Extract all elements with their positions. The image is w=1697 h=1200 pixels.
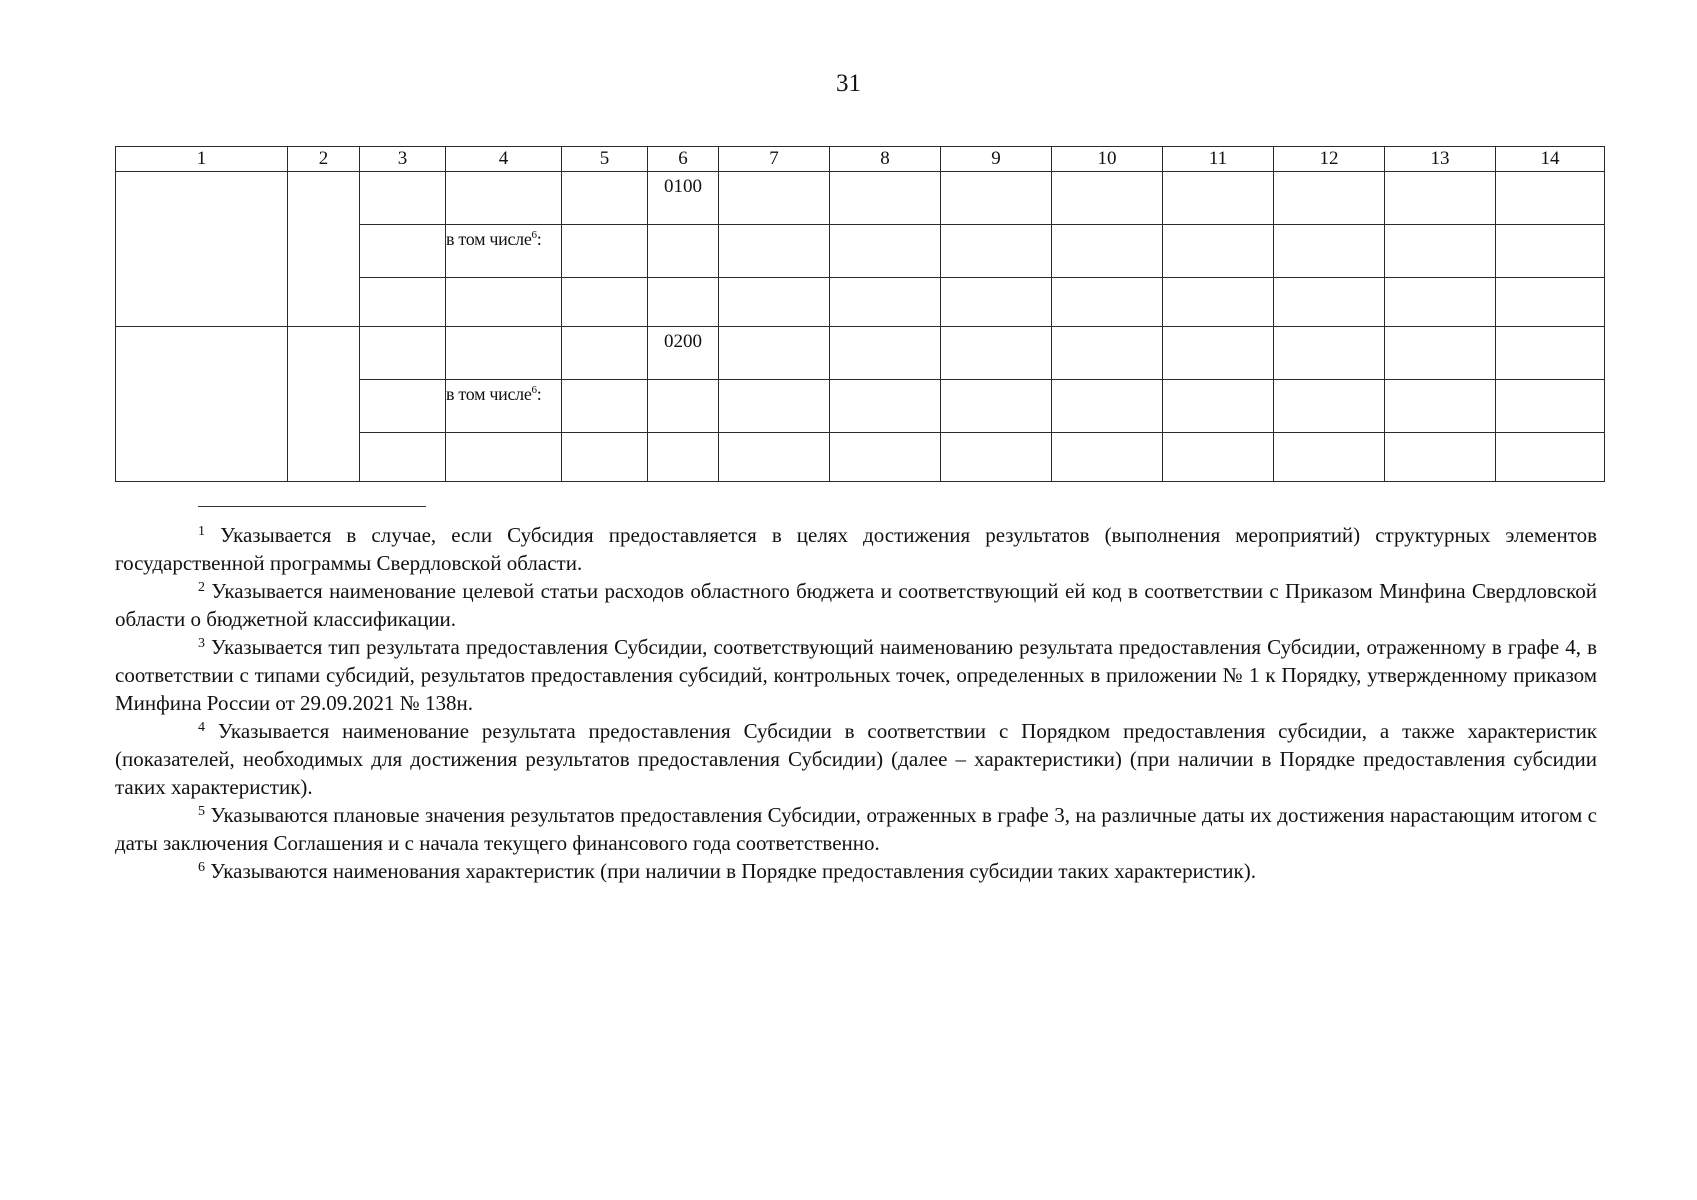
table-cell	[1274, 225, 1385, 278]
table-cell	[1274, 433, 1385, 482]
footnote-text: Указывается в случае, если Субсидия предоставляется в целях достижения результатов (выполнения мероприятий) структурных элементов государственной программы Свердловской области.	[115, 523, 1598, 575]
table-cell	[1052, 327, 1163, 380]
table-cell	[1163, 433, 1274, 482]
table-cell	[562, 433, 648, 482]
table-cell	[446, 278, 562, 327]
table-cell	[1163, 380, 1274, 433]
table-cell	[941, 380, 1052, 433]
table-cell	[1385, 327, 1496, 380]
table-cell	[1385, 380, 1496, 433]
footnote-text: Указывается наименование целевой статьи расходов областного бюджета и соответствующий ей код в соответствии с Приказом Минфина Свердловской области о бюджетной классификации.	[115, 579, 1597, 631]
table-cell	[648, 433, 719, 482]
including-label	[446, 380, 562, 433]
table-cell	[1385, 172, 1496, 225]
table-cell	[830, 327, 941, 380]
line-code-cell: 0200	[648, 327, 719, 380]
colon: :	[536, 384, 542, 404]
table-cell	[1163, 225, 1274, 278]
footnote	[115, 801, 1597, 857]
footnote-text: Указываются плановые значения результатов предоставления Субсидии, отраженных в графе 3, на различные даты их достижения нарастающим итогом с даты заключения Соглашения и с начала текущего финансового года соответственно.	[115, 803, 1597, 855]
table-cell	[719, 380, 830, 433]
table-cell	[562, 225, 648, 278]
table-cell	[562, 278, 648, 327]
table-cell	[830, 225, 941, 278]
footnote-mark: 6	[198, 860, 205, 875]
table-cell	[446, 433, 562, 482]
table-cell	[719, 172, 830, 225]
table-cell	[116, 327, 288, 482]
table-cell	[941, 327, 1052, 380]
column-number: 9	[941, 147, 1052, 172]
column-number: 5	[562, 147, 648, 172]
footnote-text: Указывается наименование результата предоставления Субсидии в соответствии с Порядком предоставления субсидии, а также характеристик (показателей, необходимых для достижения результатов предоставления Субсидии) (далее – характеристики) (при наличии в Порядке предоставления субсидии таких характеристик).	[115, 719, 1598, 799]
including-text: в том числе	[446, 384, 532, 404]
table-cell	[562, 172, 648, 225]
table-cell	[1274, 380, 1385, 433]
table-cell	[1385, 278, 1496, 327]
table-cell	[830, 278, 941, 327]
table-cell	[1274, 172, 1385, 225]
table-cell	[1163, 172, 1274, 225]
including-label	[446, 225, 562, 278]
table-header-row	[116, 147, 1605, 172]
footnote-mark: 2	[198, 580, 205, 595]
column-number: 4	[446, 147, 562, 172]
footnote-separator	[198, 506, 426, 507]
column-number: 7	[719, 147, 830, 172]
footnote	[115, 521, 1597, 577]
table-cell	[1385, 433, 1496, 482]
table-cell	[941, 172, 1052, 225]
footnote-mark: 6	[531, 384, 537, 396]
table-cell	[1052, 433, 1163, 482]
table-cell	[1496, 433, 1605, 482]
table-cell	[1496, 225, 1605, 278]
table-cell	[719, 433, 830, 482]
table-cell	[1496, 278, 1605, 327]
table-cell	[1163, 278, 1274, 327]
table-cell	[941, 278, 1052, 327]
line-code-cell: 0100	[648, 172, 719, 225]
table-cell	[719, 327, 830, 380]
table-cell	[360, 380, 446, 433]
table-cell	[830, 172, 941, 225]
table-cell	[1052, 278, 1163, 327]
column-number: 13	[1385, 147, 1496, 172]
footnote	[115, 717, 1597, 801]
table-cell	[719, 278, 830, 327]
column-number: 3	[360, 147, 446, 172]
table-cell	[360, 433, 446, 482]
table-cell	[562, 327, 648, 380]
table-cell	[1496, 380, 1605, 433]
table-cell	[648, 380, 719, 433]
footnote-mark: 6	[531, 229, 537, 241]
table-cell	[360, 225, 446, 278]
table-cell	[941, 433, 1052, 482]
table-cell	[1385, 225, 1496, 278]
table-cell	[288, 172, 360, 327]
table-cell	[360, 278, 446, 327]
results-table	[115, 146, 1605, 482]
footnote-mark: 5	[198, 804, 205, 819]
column-number: 1	[116, 147, 288, 172]
table-cell	[719, 225, 830, 278]
column-number: 11	[1163, 147, 1274, 172]
footnote	[115, 857, 1597, 885]
table-cell	[648, 278, 719, 327]
page-number: 31	[836, 70, 861, 97]
table-cell	[116, 172, 288, 327]
column-number: 10	[1052, 147, 1163, 172]
table-cell	[1163, 327, 1274, 380]
table-cell	[562, 380, 648, 433]
column-number: 2	[288, 147, 360, 172]
table-cell	[1052, 172, 1163, 225]
column-number: 14	[1496, 147, 1605, 172]
table-cell	[648, 225, 719, 278]
footnote-text: Указываются наименования характеристик (при наличии в Порядке предоставления субсидии таких характеристик).	[210, 859, 1256, 883]
table-cell	[1274, 327, 1385, 380]
column-number: 8	[830, 147, 941, 172]
including-text: в том числе	[446, 229, 532, 249]
colon: :	[536, 229, 542, 249]
table-cell	[1052, 380, 1163, 433]
table-cell	[941, 225, 1052, 278]
footnote	[115, 633, 1597, 717]
table-row	[116, 327, 1605, 380]
table-row	[116, 172, 1605, 225]
table-cell	[1496, 172, 1605, 225]
footnote-mark: 1	[198, 524, 205, 539]
footnote	[115, 577, 1597, 633]
table-cell	[1274, 278, 1385, 327]
table-cell	[288, 327, 360, 482]
column-number: 12	[1274, 147, 1385, 172]
footnote-mark: 3	[198, 636, 205, 651]
footnote-mark: 4	[198, 720, 205, 735]
table-cell	[830, 433, 941, 482]
column-number: 6	[648, 147, 719, 172]
table-cell	[446, 172, 562, 225]
footnotes	[115, 521, 1597, 885]
footnote-text: Указывается тип результата предоставления Субсидии, соответствующий наименованию результата предоставления Субсидии, отраженному в графе 4, в соответствии с типами субсидий, результатов предоставления субсидий, контрольных точек, определенных в приложении № 1 к Порядку, утвержденному приказом Минфина России от 29.09.2021 № 138н.	[115, 635, 1597, 715]
table-cell	[1052, 225, 1163, 278]
table-cell	[1496, 327, 1605, 380]
table-cell	[360, 172, 446, 225]
table-cell	[360, 327, 446, 380]
table-cell	[830, 380, 941, 433]
table-cell	[446, 327, 562, 380]
